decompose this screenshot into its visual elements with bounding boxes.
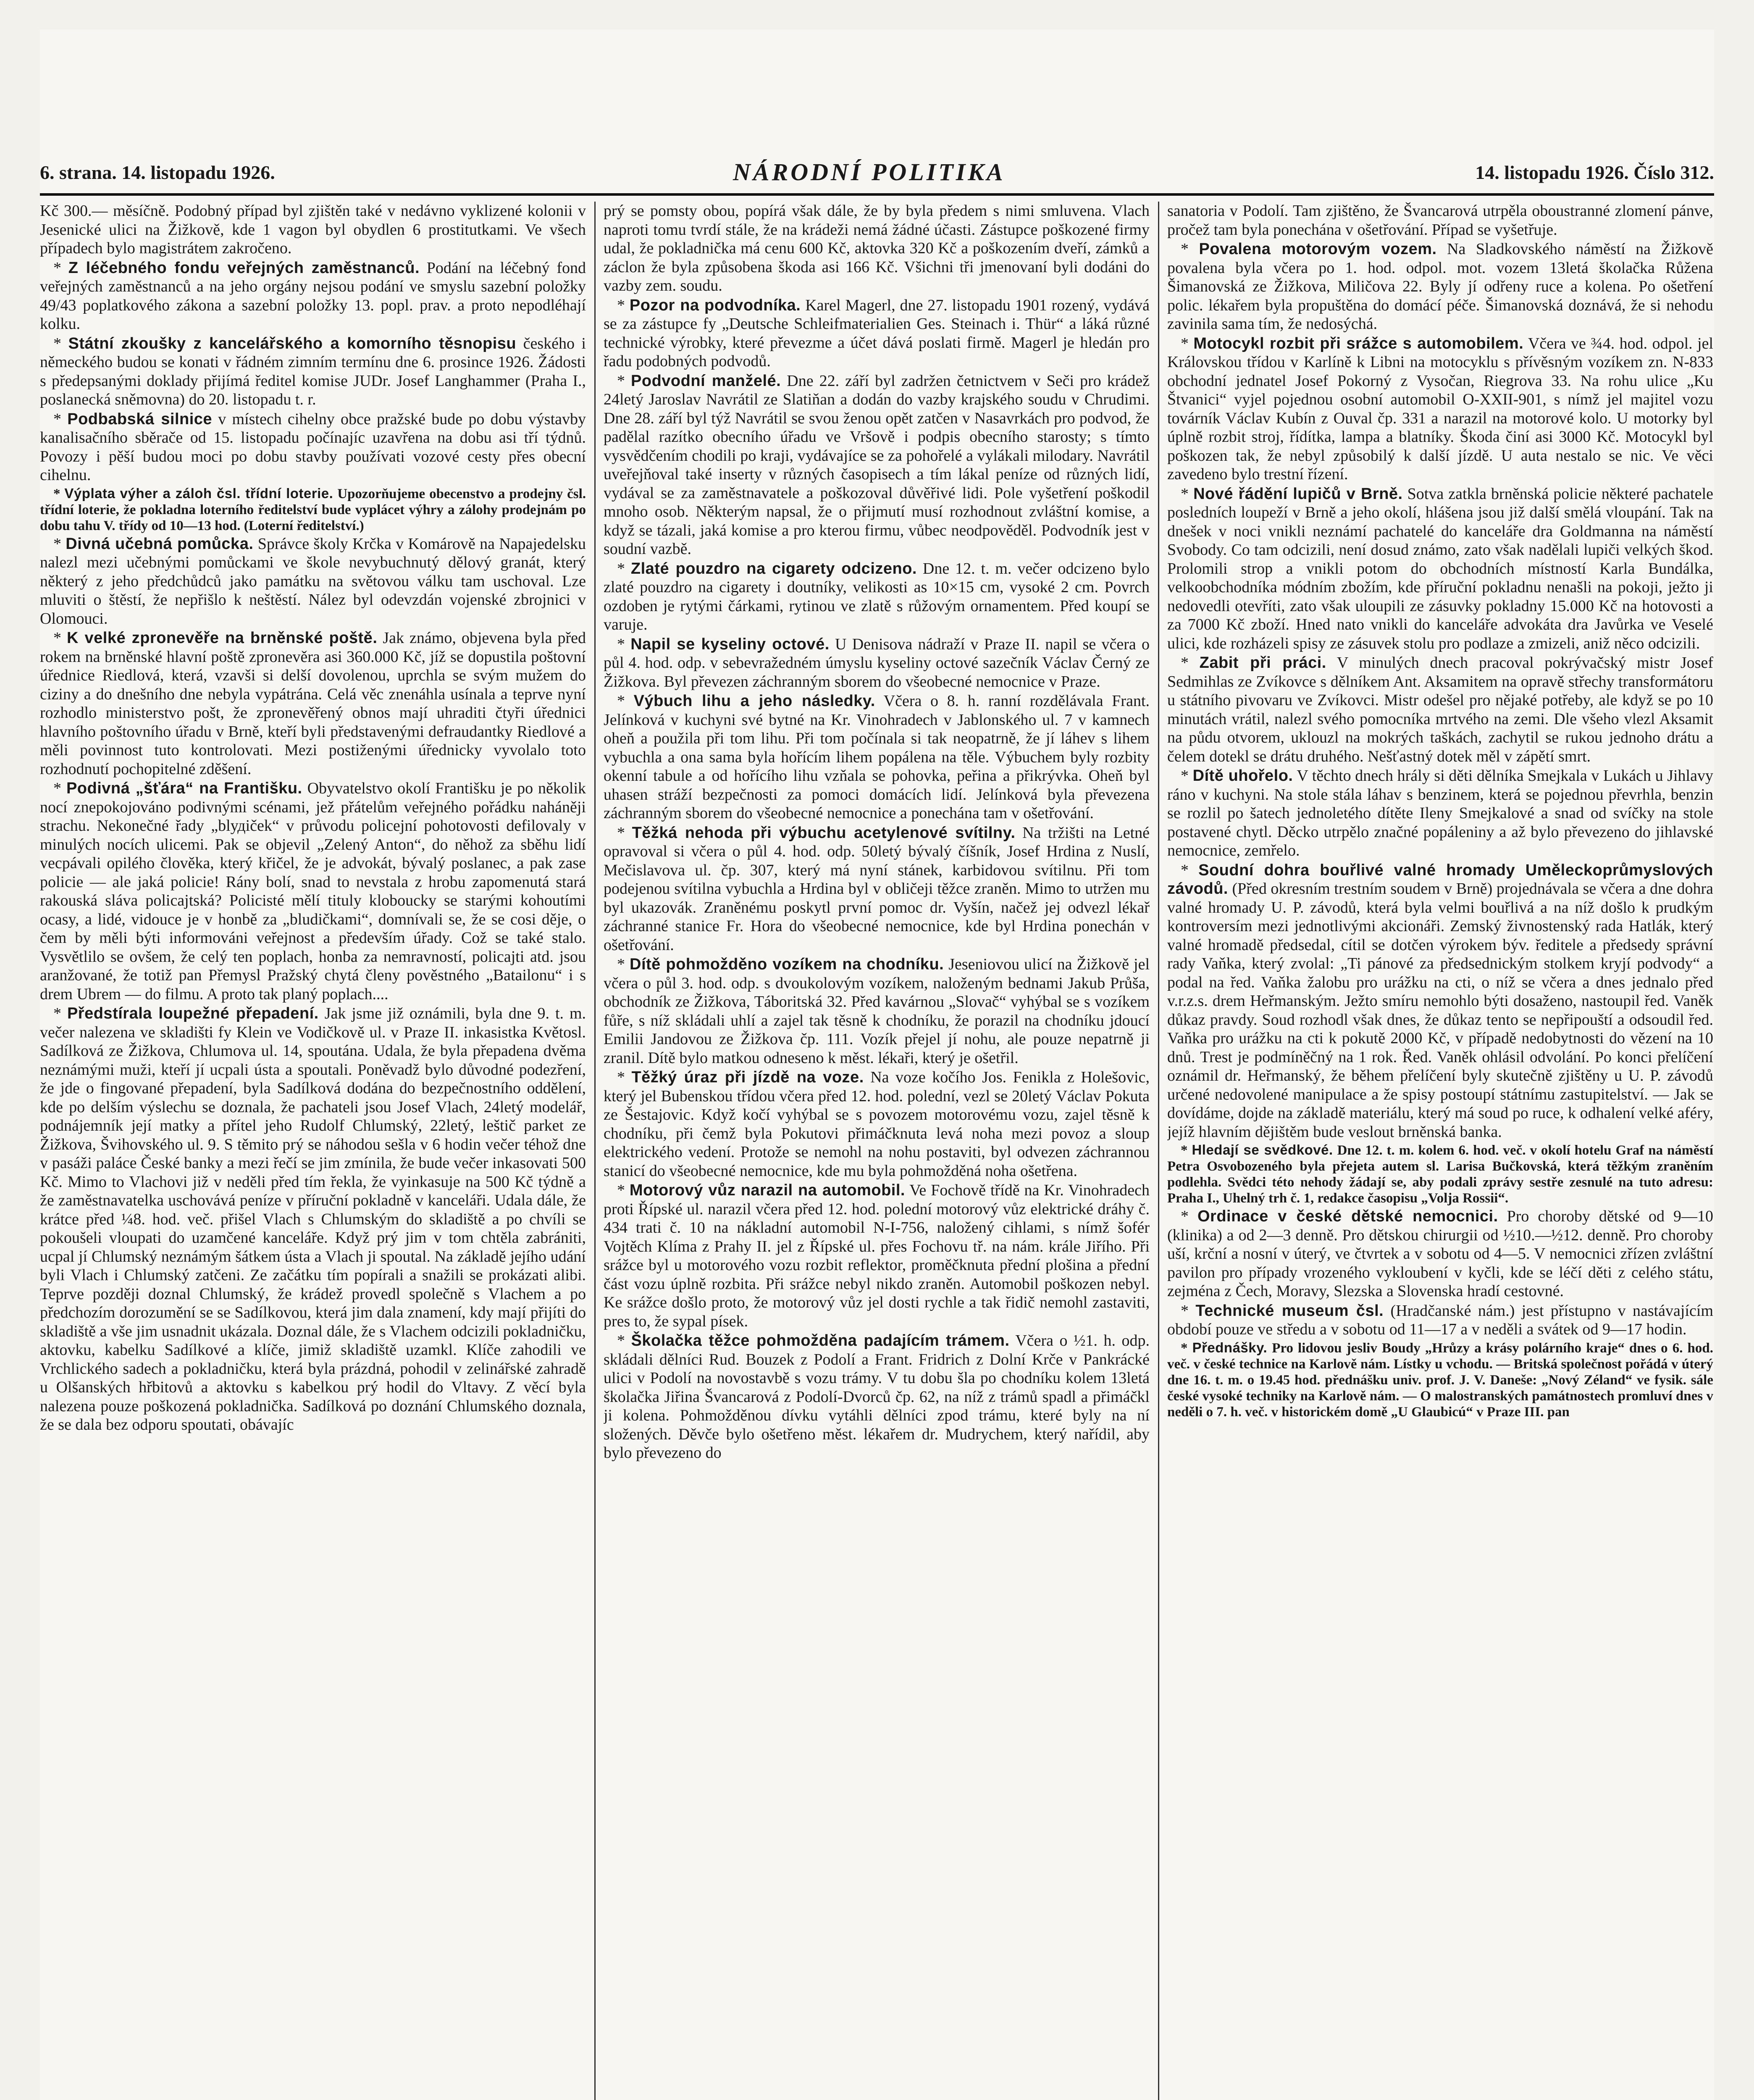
article-headline: Motorový vůz narazil na automobil. [629, 1181, 905, 1199]
article-text: Včera o ½1. h. odp. skládali dělníci Rud. Bouzek z Podolí a Frant. Fridrich z Dolní Krče v Pankrácké ulici v Podolí na novostavbě s vozu trámy. V tu dobu šla po chodníku kolem 13letá školačka Jiřina Švancarová z Podolí-Dvorců čp. 62, na níž z trámů spadl a přimáčkl ji kolena. Pohmožděnou dívku vytáhli dělníci zpod trámu, které byly na ní složených. Děvče bylo ošetřeno měst. lékařem dr. Mudrychem, který nařídil, aby bylo převezeno do [604, 1332, 1150, 1462]
article-headline: Ordinace v české dětské nemocnici. [1197, 1208, 1498, 1225]
article-text: V minulých dnech pracoval pokrývačský mistr Josef Sedmihlas ze Zvíkovce s dělníkem Ant. Aksamitem na opravě střechy transformátoru u státního pivovaru ve Zvíkovci. Mistr odešel pro nějaké potřeby, ale když se po 10 minutách vrátil, nalezl svého pomocníka mrtvého na zemi. Dle všeho vlezl Aksamit na půdu otvorem, uklouzl na mokrých taškách, zachytil se rukou jednoho drátu a čelem dotekl se drátu druhého. Nešťastný dotek měl v zápětí smrt. [1167, 654, 1713, 765]
article-paragraph: * Soudní dohra bouřlivé valné hromady Uměleckoprůmyslových závodů. (Před okresním trestním soudem v Brně) projednávala se včera a dne dohra valné hromady U. P. závodů, která byla velmi bouřlivá a na níž došlo k prudkým kontroversím mezi jednotlivými akcionáři. Zemský živnostenský rada Hatlák, který valné hromadě předsedal, cítil se dotčen výrokem býv. ředitele a předsedy správní rady Vaňka, který zvolal: „Ti pánové za předsednickým stolkem kryjí podvody“ a podal na řed. Vaňka žalobu pro urážku na cti, o níž se včera a dnes jednalo před v.r.z.s. drem Heřmanským. Ježto smíru nemohlo býti dosaženo, nastoupil řed. Vaněk důkaz pravdy. Soud rozhodl však dnes, že důkaz tento se nepřipouští a odsoudil řed. Vaňka pro urážku na cti k pokutě 2000 Kč, v případě nedobytnosti do vězení na 10 dnů. Trest je podmíněčný na 1 rok. Řed. Vaněk ohlásil odvolání. Po konci přelíčení oznámil dr. Heřmanský, že během přelíčení byly skutečně zjištěny u U. P. závodů určené nedovolené manipulace a že spisy postoupí státnímu zastupitelství. — Jak se dovídáme, dojde na základě materiálu, který má soud po ruce, k odhalení velké aféry, jejíž hlavním dějištěm bude veslout brněnská banka. [1167, 861, 1713, 1141]
article-headline: Státní zkoušky z kancelářského a komorního těsnopisu [68, 334, 517, 352]
article-headline: Školačka těžce pohmožděna padajícím trámem. [631, 1332, 1010, 1349]
article-headline: Předstírala loupežné přepadení. [67, 1005, 319, 1022]
article-paragraph: * Nové řádění lupičů v Brně. Sotva zatkla brněnská policie některé pachatele posledních loupeží v Brně a jeho okolí, hlášena jsou již další smělá vloupání. Tak na dnešek v noci vnikli neznámí pachatelé do kanceláře dra Goldmanna na náměstí Svobody. Co tam odcizili, není dosud známo, zato však nadělali lupiči velkých škod. Prolomili strop a vnikli potom do obchodních místností Karla Bundálka, velkoobchodníka módním zbožím, kde příruční pokladnu nenašli na pokoji, ježto ji nedovedli otevříti, zato však uloupili ze zásuvky pokladny 15.000 Kč na hotovosti a za 7000 Kč zboží. Hned nato vnikli do kanceláře advokáta dra Javůrka ve Veselé ulici, kde rozházeli spisy ze zásuvek stolu pro podlaze a zmizeli, aniž něco odcizili. [1167, 485, 1713, 652]
article-text: Podání na léčebný fond veřejných zaměstnanců a na jeho orgány nejsou podání ve smyslu sazební položky 49/43 poplatkového zákona a sazební položky 13. popl. prav. a proto nepodléhají kolku. [40, 259, 586, 333]
article-headline: Povalena motorovým vozem. [1199, 240, 1437, 258]
article-headline: Hledají se svědkové. [1192, 1142, 1333, 1158]
article-paragraph: * Pozor na podvodníka. Karel Magerl, dne 27. listopadu 1901 rozený, vydává se za zástupce fy „Deutsche Schleifmaterialien Ges. Steinach i. Thür“ a láká různé technické výrobky, které převezme a účet dává poslati firmě. Magerl je hledán pro řadu podobných podvodů. [604, 296, 1150, 370]
article-text: (Hradčanské nám.) jest přístupno v nastávajícím období pouze ve středu a v sobotu od 11—17 a v neděli a svátek od 9—17 hodin. [1167, 1302, 1713, 1338]
article-text: Na tržišti na Letné opravoval si včera o půl 4. hod. odp. 50letý bývalý číšník, Josef Hrdina z Nuslí, Mečislavova ul. čp. 307, který má nyní stánek, karbidovou svítilnu. Při tom podejenou svítilna vybuchla a Hrdina byl v obličeji těžce zraněn. Mimo to utržen mu byl ukazovák. Zraněnému poskytl první pomoc dr. Vyšín, načež jej odvezl lékař záchranné stanice Fr. Hora do všeobecné nemocnice, kde byl Hrdina ponechán v ošetřování. [604, 824, 1150, 954]
article-headline: Technické museum čsl. [1195, 1302, 1384, 1320]
article-paragraph: * Podvodní manželé. Dne 22. září byl zadržen četnictvem v Seči pro krádež 24letý Jaroslav Navrátil ze Slatiňan a dodán do vazby krajského soudu v Chrudimi. Dne 28. září byl týž Navrátil se svou ženou opět zatčen v Nasavrkách pro podvod, že padělal razítko obecního úřadu ve Vršově i podpis obecního starosty; s tímto vysvědčením chodili po kraji, vydávajíce se za pohořelé a vylákali milodary. Navrátil uveřejňoval také inserty v různých časopisech a tím lákal peníze od různých lidí, vydával se za zaměstnavatele a poškozoval důvěřivé lidi. Pole vyšetření poškodil mnoho osob. Některým napsal, že o přijmutí musí rozhodnout zvláštní komise, a když se tázali, jaká komise a pro kterou firmu, vůbec neodpověděl. Podvodník jest v soudní vazbě. [604, 372, 1150, 558]
article-paragraph [604, 202, 1150, 295]
article-paragraph: * Těžká nehoda při výbuchu acetylenové svítilny. Na tržišti na Letné opravoval si včera o půl 4. hod. odp. 50letý bývalý číšník, Josef Hrdina z Nuslí, Mečislavova ul. čp. 307, který má nyní stánek, karbidovou svítilnu. Při tom podejenou svítilna vybuchla a Hrdina byl v obličeji těžce zraněn. Mimo to utržen mu byl ukazovák. Zraněnému poskytl první pomoc dr. Vyšín, načež jej odvezl lékař záchranné stanice Fr. Hora do všeobecné nemocnice, kde byl Hrdina ponechán v ošetřování. [604, 824, 1150, 954]
article-paragraph: * Podivná „šťára“ na Františku. Obyvatelstvo okolí Františku je po několik nocí znepokojováno podivnými scénami, jež přátelům veřejného pořádku naháněji strachu. Nekonečné řady „blудiček“ v průvodu policejní pohotovosti defilovaly v minulých nocích ulicemi. Pak se objevil „Zelený Anton“, do něhož za sběhu lidí vecpávali opilého člověka, který křičel, že je advokát, bývalý poslanec, a pak zase policie — ale jaká policie! Rány bolí, snad to nevstala z hrobu zapomenutá stará rakouská sláva policajtská? Policisté mělí tituly kloboucky se starými kohoutími ocasy, a lidé, vidouce je v honbě za „bludičkami“, domnívali se, že se cosi děje, o čem by měli býti informováni veřejnost a především úřady. Což se také stalo. Vysvětlilo se ovšem, že celý ten poplach, honba za nemravností, policajti atd. jsou aranžované, že totiž pan Přemysl Pražský chytá členy pověstného „Batailonu“ i s drem Ubrem — do filmu. A proto tak planý poplach.... [40, 780, 586, 1003]
article-headline: Těžká nehoda při výbuchu acetylenové svítilny. [632, 824, 1016, 842]
article-paragraph: * Technické museum čsl. (Hradčanské nám.) jest přístupno v nastávajícím období pouze ve středu a v sobotu od 11—17 a v neděli a svátek od 9—17 hodin. [1167, 1302, 1713, 1338]
article-paragraph: * Výbuch lihu a jeho následky. Včera o 8. h. ranní rozdělávala Frant. Jelínková v kuchyni své bytné na Kr. Vinohradech v Jablonského ul. 7 v kamnech oheň a použila při tom lihu. Při tom počínala si tak neopatrně, že jí láhev s lihem vybuchla a ona sama byla hořícím lihem popálena na těle. Výbuchem byly rozbity okenní tabule a od hořícího lihu vzňala se pohovka, peřina a přikrývka. Oheň byl uhasen stráží bezpečnosti za pomoci domácích lidí. Jelínková byla převezena záchranným sborem do všeobecné nemocnice a ponechána tam v ošetřování. [604, 692, 1150, 822]
column-1 [40, 202, 586, 2100]
article-text: Jak jsme již oznámili, byla dne 9. t. m. večer nalezena ve skladišti fy Klein ve Vodičkově ul. v Praze II. inkasistka Květosl. Sadílková ze Žižkova, Chlumova ul. 14, spoutána. Udala, že byla přepadena dvěma neznámými muži, kteří jí ucpali ústa a spoutali. Poněvadž bylo důvodné podezření, že jde o fingované přepadení, byla Sadílková dodána do bezpečnostního oddělení, kde po delším výslechu se doznala, že pachateli jsou Josef Vlach, 24letý modelář, podnájemník její matky a přítel jeho Rudolf Chlumský, 22letý, leštič parket ze Žižkova, Švihovského ul. 9. S těmito prý se náhodou sešla v 6 hodin večer téhož dne v pasáži paláce České banky a mezi řečí se jim zmínila, že bude večer inkasovati 500 Kč. Mimo to Vlachovi již v neděli před tím řekla, že vyinkasuje na 500 Kč týdně a že zaměstnavatelka uschovává peníze v příruční pokladně v kanceláři. Udala dále, že krátce před ¼8. hod. več. přišel Vlach s Chlumským do skladiště a po chvíli se pokoušeli vloupati do uzamčené kanceláře. Když prý jim v tom chtěla zabrániti, ucpal jí Chlumský neznámým šátkem ústa a Vlach ji spoutal. Na základě jejího udání byli Vlach i Chlumský zatčeni. Ze začátku tím popírali a snažili se prokázati alibi. Teprve později doznal Chlumský, že krádež provedl společně s Vlachem a po předchozím dorozumění se se Sadílkovou, která jim dala znamení, kdy mají přijíti do skladiště a vše jim usnadnit ukázala. Doznal dále, že s Vlachem odcizili pokladničku, aktovku, kabelku Sadílkové a klíče, jimiž skladiště uzamkl. Klíče zahodili ve Vrchlického sadech a pokladničku, která byla prázdná, pohodil v zelinářské zahradě u Olšanských hřbitovů a aktovku s kabelkou prý hodil do Vltavy. Z věcí byla nalezena pouze poškozená pokladnička. Sadílková po doznání Chlumského doznala, že se dala bez odporu spoutati, obávajíc [40, 1005, 586, 1433]
article-paragraph: * Výplata výher a záloh čsl. třídní loterie. Upozorňujeme obecenstvo a prodejny čsl. třídní loterie, že pokladna loterního ředitelství bude vyplácet výhry a zálohy prodejnám po dobu tahu V. třídy od 10—13 hod. (Loterní ředitelství.) [40, 485, 586, 533]
article-headline: Přednášky. [1192, 1339, 1268, 1355]
article-text: Včera o 8. h. ranní rozdělávala Frant. Jelínková v kuchyni své bytné na Kr. Vinohradech v Jablonského ul. 7 v kamnech oheň a použila při tom lihu. Při tom počínala si tak neopatrně, že jí láhev s lihem vybuchla a ona sama byla hořícím lihem popálena na těle. Výbuchem byly rozbity okenní tabule a od hořícího lihu vzňala se pohovka, peřina a přikrývka. Oheň byl uhasen stráží bezpečnosti za pomoci domácích lidí. Jelínková byla převezena záchranným sborem do všeobecné nemocnice a ponechána tam v ošetřování. [604, 692, 1150, 822]
article-text: (Před okresním trestním soudem v Brně) projednávala se včera a dne dohra valné hromady U. P. závodů, která byla velmi bouřlivá a na níž došlo k prudkým kontroversím mezi jednotlivými akcionáři. Zemský živnostenský rada Hatlák, který valné hromadě předsedal, cítil se dotčen výrokem býv. ředitele a předsedy správní rady Vaňka, který zvolal: „Ti pánové za předsednickým stolkem kryjí podvody“ a podal na řed. Vaňka žalobu pro urážku na cti, o níž se včera a dnes jednalo před v.r.z.s. drem Heřmanským. Ježto smíru nemohlo býti dosaženo, nastoupil řed. Vaněk důkaz pravdy. Soud rozhodl však dnes, že důkaz tento se nepřipouští a odsoudil řed. Vaňka pro urážku na cti k pokutě 2000 Kč, v případě nedobytnosti do vězení na 10 dnů. Trest je podmíněčný na 1 rok. Řed. Vaněk ohlásil odvolání. Po konci přelíčení oznámil dr. Heřmanský, že během přelíčení byly skutečně zjištěny u U. P. závodů určené nedovolené manipulace a že spisy postoupí státnímu zastupitelství. — Jak se dovídáme, dojde na základě materiálu, který má soud po ruce, k odhalení velké aféry, jejíž hlavním dějištěm bude veslout brněnská banka. [1167, 880, 1713, 1141]
article-paragraph [1167, 202, 1713, 239]
article-headline: Nové řádění lupičů v Brně. [1193, 485, 1403, 503]
article-paragraph: * Napil se kyseliny octové. U Denisova nádraží v Praze II. napil se včera o půl 4. hod. odp. v sebevražedném úmyslu kyseliny octové sazečník Václav Černý ze Žižkova. Byl převezen záchranným sborem do všeobecné nemocnice v Praze. [604, 635, 1150, 690]
header-date-left: 6. strana. 14. listopadu 1926. [40, 162, 275, 183]
article-text: Správce školy Krčka v Komárově na Napajedelsku nalezl mezi učebnými pomůckami ve škole nevybuchnutý dělový granát, který některý z jeho předchůdců jako památku na světovou válku tam uschoval. Lze mluviti o štěstí, že nepřišlo k neštěstí. Nález byl odevzdán vojenské zbrojnici v Olomouci. [40, 535, 586, 627]
article-paragraph: * Motocykl rozbit při srážce s automobilem. Včera ve ¾4. hod. odpol. jel Královskou třídou v Karlíně k Libni na motocyklu s přívěsným vozíkem zn. N-833 obchodní jednatel Josef Pokorný z Vysočan, Riegrova 33. Na rohu ulice „Ku Štvanici“ vyjel pojednou osobní automobil O-XXII-901, s nímž jel majitel vozu továrník Václav Kubín z Ouval čp. 331 a narazil na motorové kolo. U motorky byl úplně rozbit stroj, řídítka, lampa a blatníky. Škoda činí asi 3000 Kč. Motocykl byl poškozen tak, že nebyl způsobilý k další jízdě. U auta nestalo se nic. Ve věci zavedeno bylo trestní řízení. [1167, 334, 1713, 483]
article-text: Sotva zatkla brněnská policie některé pachatele posledních loupeží v Brně a jeho okolí, hlášena jsou již další smělá vloupání. Tak na dnešek v noci vnikli neznámí pachatelé do kanceláře dra Goldmanna na náměstí Svobody. Co tam odcizili, není dosud známo, zato však nadělali lupiči velkých škod. Prolomili strop a vnikli potom do obchodních místností Karla Bundálka, velkoobchodníka módním zbožím, kde příruční pokladnu nenašli na pokoji, ježto ji nedovedli otevříti, zato však uloupili ze zásuvky pokladny 15.000 Kč na hotovosti a za 7000 Kč zboží. Hned nato vnikli do kanceláře advokáta dra Javůrka ve Veselé ulici, kde rozházeli spisy ze zásuvek stolu pro podlaze a zmizeli, aniž něco odcizili. [1167, 485, 1713, 652]
article-headline: Těžký úraz při jízdě na voze. [631, 1068, 864, 1086]
article-text: českého i německého budou se konati v řádném zimním termínu dne 6. prosince 1926. Žádosti s předepsanými doklady přijímá ředitel komise JUDr. Josef Langhammer (Praha I., poslanecká sněmovna) do 20. listopadu t. r. [40, 334, 586, 408]
article-headline: Výbuch lihu a jeho následky. [633, 692, 875, 710]
article-text: Dne 12. t. m. večer odcizeno bylo zlaté pouzdro na cigarety i doutníky, velikosti as 10×15 cm, vysoké 2 cm. Povrch ozdoben je rytými čárkami, rytinou ve zlatě s růžovým ornamentem. Před koupí se varuje. [604, 559, 1150, 633]
masthead-title: NÁRODNÍ POLITIKA [733, 158, 1006, 186]
column-divider [1158, 202, 1159, 2100]
article-headline: Motocykl rozbit při srážce s automobilem. [1193, 334, 1524, 352]
article-paragraph: * Těžký úraz při jízdě na voze. Na voze kočího Jos. Fenikla z Holešovic, který jel Bubenskou třídou včera před 12. hod. polední, vezl se 20letý Václav Pokuta ze Šestajovic. Když kočí vyhýbal se s povozem motorovému vozu, zajel těsně k chodníku, při čemž byla Pokutovi přimáčknuta levá noha mezi povoz a sloup elektrického vedení. Protože se nemohl na nohu postaviti, byl odvezen záchrannou stanicí do všeobecné nemocnice, kde mu byla pohmožděná noha ošetřena. [604, 1068, 1150, 1180]
article-text: Jeseniovou ulicí na Žižkově jel včera o půl 3. hod. odp. s dvoukolovým vozíkem, naloženým bednami Jakub Průša, obchodník ze Žižkova, Táboritská 32. Před kavárnou „Slovač“ vyhýbal se s vozíkem fůře, s níž skládali uhlí a zajel tak těsně k chodníku, že porazil na chodníku jdoucí Emilii Jandovou ze Žižkova čp. 111. Vozík přejel jí nohu, ale pouze nepatrně ji zranil. Dítě bylo matkou odneseno k měst. lékaři, který je ošetřil. [604, 956, 1150, 1067]
article-text: Ve Fochově třídě na Kr. Vinohradech proti Řípské ul. narazil včera před 12. hod. polední motorový vůz elektrické dráhy č. 434 trati č. 10 na nákladní automobil N-I-756, naložený cihlami, s nímž šofér Vojtěch Klíma z Prahy II. jel z Řípské ul. přes Fochovu tř. na nám. krále Jiřího. Při srážce byl u motorového vozu rozbit reflektor, proměčknuta přední plošina a přední část vozu úplně rozbita. Při srážce nebyl nikdo zraněn. Automobil poškozen nebyl. Ke srážce došlo proto, že motorový vůz jel dosti rychle a tak řidič nemohl zastaviti, pres to, že sypal písek. [604, 1181, 1150, 1330]
newspaper-page [40, 29, 1714, 2100]
article-text: Na voze kočího Jos. Fenikla z Holešovic, který jel Bubenskou třídou včera před 12. hod. polední, vezl se 20letý Václav Pokuta ze Šestajovic. Když kočí vyhýbal se s povozem motorovému vozu, zajel těsně k chodníku, při čemž byla Pokutovi přimáčknuta levá noha mezi povoz a sloup elektrického vedení. Protože se nemohl na nohu postaviti, byl odvezen záchrannou stanicí do všeobecné nemocnice, kde mu byla pohmožděná noha ošetřena. [604, 1068, 1150, 1180]
article-headline: Podvodní manželé. [631, 372, 781, 390]
article-paragraph: * Hledají se svědkové. Dne 12. t. m. kolem 6. hod. več. v okolí hotelu Graf na náměstí Petra Osvobozeného byla přejeta autem sl. Larisa Bučkovská, která těžkým zraněním podlehla. Svědci této nehody žádají se, aby podali zprávy sestře zesnulé na tuto adresu: Praha I., Uhelný trh č. 1, redakce časopisu „Volja Rossii“. [1167, 1142, 1713, 1206]
article-headline: K velké zpronevěře na brněnské poště. [67, 629, 378, 647]
article-paragraph [40, 202, 586, 258]
article-headline: Zlaté pouzdro na cigarety odcizeno. [630, 559, 917, 578]
article-headline: Napil se kyseliny octové. [630, 635, 830, 653]
article-text: Obyvatelstvo okolí Františku je po několik nocí znepokojováno podivnými scénami, jež přátelům veřejného pořádku naháněji strachu. Nekonečné řady „blудiček“ v průvodu policejní pohotovosti defilovaly v minulých nocích ulicemi. Pak se objevil „Zelený Anton“, do něhož za sběhu lidí vecpávali opilého člověka, který křičel, že je advokát, bývalý poslanec, a pak zase policie — ale jaká policie! Rány bolí, snad to nevstala z hrobu zapomenutá stará rakouská sláva policajtská? Policisté mělí tituly kloboucky se starými kohoutími ocasy, a lidé, vidouce je v honbě za „bludičkami“, domnívali se, že se cosi děje, o čem by měli býti informováni veřejnost a především úřady. Což se také stalo. Vysvětlilo se ovšem, že celý ten poplach, honba za nemravností, policajti atd. jsou aranžované, že totiž pan Přemysl Pražský chytá členy pověstného „Batailonu“ i s drem Ubrem — do filmu. A proto tak planý poplach.... [40, 780, 586, 1003]
article-text: V těchto dnech hrály si děti dělníka Smejkala v Lukách u Jihlavy ráno v kuchyni. Na stole stála láhav s benzinem, která se pojednou převrhla, benzin se rozlil po šatech jednoletého dítěte Ileny Smejkalové a snad od svíčky na stole postavené chytl. Děcko utrpělo značné popáleniny a až bylo převezeno do jihlavské nemocnice, zemřelo. [1167, 767, 1713, 859]
article-paragraph: * Předstírala loupežné přepadení. Jak jsme již oznámili, byla dne 9. t. m. večer nalezena ve skladišti fy Klein ve Vodičkově ul. v Praze II. inkasistka Květosl. Sadílková ze Žižkova, Chlumova ul. 14, spoutána. Udala, že byla přepadena dvěma neznámými muži, kteří jí ucpali ústa a spoutali. Poněvadž bylo důvodné podezření, že jde o fingované přepadení, byla Sadílková dodána do bezpečnostního oddělení, kde po delším výslechu se doznala, že pachateli jsou Josef Vlach, 24letý modelář, podnájemník její matky a přítel jeho Rudolf Chlumský, 22letý, leštič parket ze Žižkova, Švihovského ul. 9. S těmito prý se náhodou sešla v 6 hodin večer téhož dne v pasáži paláce České banky a mezi řečí se jim zmínila, že bude večer inkasovati 500 Kč. Mimo to Vlachovi již v neděli před tím řekla, že vyinkasuje na 500 Kč týdně a že zaměstnavatelka uschovává peníze v příruční pokladně v kanceláři. Udala dále, že krátce před ¼8. hod. več. přišel Vlach s Chlumským do skladiště a po chvíli se pokoušeli vloupati do uzamčené kanceláře. Když prý jim v tom chtěla zabrániti, ucpal jí Chlumský neznámým šátkem ústa a Vlach ji spoutal. Na základě jejího udání byli Vlach i Chlumský zatčeni. Ze začátku tím popírali a snažili se prokázati alibi. Teprve později doznal Chlumský, že krádež provedl společně s Vlachem a po předchozím dorozumění se se Sadílkovou, která jim dala znamení, kdy mají přijíti do skladiště a vše jim usnadnit ukázala. Doznal dále, že s Vlachem odcizili pokladničku, aktovku, kabelku Sadílkové a klíče, jimiž skladiště uzamkl. Klíče zahodili ve Vrchlického sadech a pokladničku, která byla prázdná, pohodil v zelinářské zahradě u Olšanských hřbitovů a aktovku s kabelkou prý hodil do Vltavy. Z věcí byla nalezena pouze poškozená pokladnička. Sadílková po doznání Chlumského doznala, že se dala bez odporu spoutati, obávajíc [40, 1005, 586, 1433]
article-paragraph: * Dítě uhořelo. V těchto dnech hrály si děti dělníka Smejkala v Lukách u Jihlavy ráno v kuchyni. Na stole stála láhav s benzinem, která se pojednou převrhla, benzin se rozlil po šatech jednoletého dítěte Ileny Smejkalové a snad od svíčky na stole postavené chytl. Děcko utrpělo značné popáleniny a až bylo převezeno do jihlavské nemocnice, zemřelo. [1167, 767, 1713, 859]
article-paragraph: * Zlaté pouzdro na cigarety odcizeno. Dne 12. t. m. večer odcizeno bylo zlaté pouzdro na cigarety i doutníky, velikosti as 10×15 cm, vysoké 2 cm. Povrch ozdoben je rytými čárkami, rytinou ve zlatě s růžovým ornamentem. Před koupí se varuje. [604, 559, 1150, 633]
article-text: Jak známo, objevena byla před rokem na brněnské hlavní poště zpronevěra asi 360.000 Kč, jíž se dopustila poštovní úřednice Riedlová, která, vzavši si delší dovolenou, uprchla se svým mužem do ciziny a do dnešního dne nebyla vypátrána. Celá věc znenáhla usínala a teprve nyní rozhodlo ministerstvo pošt, že zpronevěřený obnos mají uhraditi čtyři úřednici hlavního poštovního úřadu v Brně, kteří byli představenými defraudantky Riedlové a měli povinnost tuto kontrolovati. Mezi postiženými úřednicky vyvolalo toto rozhodnutí pochopitelné zděšení. [40, 629, 586, 778]
article-headline: Dítě pohmožděno vozíkem na chodníku. [630, 956, 944, 973]
column-2 [604, 202, 1150, 2100]
article-headline: Pozor na podvodníka. [629, 296, 801, 314]
article-paragraph: * Z léčebného fondu veřejných zaměstnanců. Podání na léčebný fond veřejných zaměstnanců a na jeho orgány nejsou podání ve smyslu sazební položky 49/43 poplatkového zákona a sazební položky 13. popl. prav. a proto nepodléhají kolku. [40, 259, 586, 333]
article-text: Na Sladkovského náměstí na Žižkově povalena byla včera po 1. hod. odpol. mot. vozem 13letá školačka Růžena Šimanovská ze Žižkova, Miličova 22. Byly jí odřeny ruce a kolena. Po ošetření polic. lékařem byla propuštěna do domácí péče. Šimanovská doznává, že si nehodu zavinila sama tím, že nedosýchá. [1167, 240, 1713, 333]
article-headline: Výplata výher a záloh čsl. třídní loterie. [64, 485, 333, 501]
column-divider [594, 202, 596, 2100]
article-headline: Z léčebného fondu veřejných zaměstnanců. [68, 259, 420, 277]
article-paragraph: * Povalena motorovým vozem. Na Sladkovského náměstí na Žižkově povalena byla včera po 1. hod. odpol. mot. vozem 13letá školačka Růžena Šimanovská ze Žižkova, Miličova 22. Byly jí odřeny ruce a kolena. Po ošetření polic. lékařem byla propuštěna do domácí péče. Šimanovská doznává, že si nehodu zavinila sama tím, že nedosýchá. [1167, 240, 1713, 333]
article-paragraph: * K velké zpronevěře na brněnské poště. Jak známo, objevena byla před rokem na brněnské hlavní poště zpronevěra asi 360.000 Kč, jíž se dopustila poštovní úřednice Riedlová, která, vzavši si delší dovolenou, uprchla se svým mužem do ciziny a do dnešního dne nebyla vypátrána. Celá věc znenáhla usínala a teprve nyní rozhodlo ministerstvo pošt, že zpronevěřený obnos mají uhraditi čtyři úřednici hlavního poštovního úřadu v Brně, kteří byli představenými defraudantky Riedlové a měli povinnost tuto kontrolovati. Mezi postiženými úřednicky vyvolalo toto rozhodnutí pochopitelné zděšení. [40, 629, 586, 778]
article-text: v místech cihelny obce pražské bude po dobu výstavby kanalisačního sběrače od 15. listopadu počínajíc uzavřena na dobu asi tří týdnů. Povozy i pěší budou moci po dobu stavby používati vozové cesty přes obecní cihelnu. [40, 410, 586, 484]
article-headline: Divná učebná pomůcka. [66, 535, 254, 553]
article-headline: Podivná „šťára“ na Františku. [66, 780, 302, 797]
article-text: prý se pomsty obou, popírá však dále, že by byla předem s nimi smluvena. Vlach naproti tomu tvrdí stále, že na krádeži nemá žádné účasti. Zástupce poškozené firmy udal, že pokladnička má cenu 600 Kč, aktovka 320 Kč a poškozením dveří, zámků a záclon že byla způsobena škoda asi 166 Kč. Všichni tři jmenovaní byli dodáni do vazby zem. soudu. [604, 202, 1150, 294]
article-text: Dne 22. září byl zadržen četnictvem v Seči pro krádež 24letý Jaroslav Navrátil ze Slatiňan a dodán do vazby krajského soudu v Chrudimi. Dne 28. září byl týž Navrátil se svou ženou opět zatčen v Nasavrkách pro podvod, že padělal razítko obecního úřadu ve Vršově i podpis obecního starosty; s tímto vysvědčením chodili po kraji, vydávajíce se za pohořelé a vylákali milodary. Navrátil uveřejňoval také inserty v různých časopisech a tím lákal peníze od různých lidí, vydával se za zaměstnavatele a poškozoval důvěřivé lidi. Pole vyšetření poškodil mnoho osob. Některým napsal, že o přijmutí musí rozhodnout zvláštní komise, a když se tázali, jaká komise a pro kterou firmu, vůbec neodpověděl. Podvodník jest v soudní vazbě. [604, 372, 1150, 558]
article-headline: Zabit při práci. [1199, 654, 1326, 672]
header-issue-right: 14. listopadu 1926. Číslo 312. [1475, 162, 1714, 183]
article-text: Včera ve ¾4. hod. odpol. jel Královskou třídou v Karlíně k Libni na motocyklu s přívěsným vozíkem zn. N-833 obchodní jednatel Josef Pokorný z Vysočan, Riegrova 33. Na rohu ulice „Ku Štvanici“ vyjel pojednou osobní automobil O-XXII-901, s nímž jel majitel vozu továrník Václav Kubín z Ouval čp. 331 a narazil na motorové kolo. U motorky byl úplně rozbit stroj, řídítka, lampa a blatníky. Škoda činí asi 3000 Kč. Motocykl byl poškozen tak, že nebyl způsobilý k další jízdě. U auta nestalo se nic. Ve věci zavedeno bylo trestní řízení. [1167, 334, 1713, 483]
article-text: Pro lidovou jesliv Boudy „Hrůzy a krásy polárního kraje“ dnes o 6. hod. več. v české technice na Karlově nám. Lístky u vchodu. — Britská společnost pořádá v úterý dne 16. t. m. o 19.45 hod. přednášku univ. prof. J. V. Daneše: „Nový Zéland“ ve fysik. sále české vysoké techniky na Karlově nám. — O malostranských památnostech promluví dnes v neděli o 7. h. več. v historickém domě „U Glaubicú“ v Praze III. pan [1167, 1340, 1713, 1420]
article-paragraph: * Divná učebná pomůcka. Správce školy Krčka v Komárově na Napajedelsku nalezl mezi učebnými pomůckami ve škole nevybuchnutý dělový granát, který některý z jeho předchůdců jako památku na světovou válku tam uschoval. Lze mluviti o štěstí, že nepřišlo k neštěstí. Nález byl odevzdán vojenské zbrojnici v Olomouci. [40, 535, 586, 627]
article-text: Upozorňujeme obecenstvo a prodejny čsl. třídní loterie, že pokladna loterního ředitelství bude vyplácet výhry a zálohy prodejnám po dobu tahu V. třídy od 10—13 hod. (Loterní ředitelství.) [40, 486, 586, 533]
article-paragraph: * Ordinace v české dětské nemocnici. Pro choroby dětské od 9—10 (klinika) a od 2—3 denně. Pro dětskou chirurgii od ½10.—½12. denně. Pro choroby uší, krční a nosní v úterý, ve čtvrtek a v sobotu od 4—5. V nemocnici zřízen zvláštní pavilon pro případy vrozeného vykloubení v kyčli, kde se léčí děti z celého státu, zejména z Čech, Moravy, Slezska a Slovenska hradí cestovné. [1167, 1208, 1713, 1300]
article-text: Dne 12. t. m. kolem 6. hod. več. v okolí hotelu Graf na náměstí Petra Osvobozeného byla přejeta autem sl. Larisa Bučkovská, která těžkým zraněním podlehla. Svědci této nehody žádají se, aby podali zprávy sestře zesnulé na tuto adresu: Praha I., Uhelný trh č. 1, redakce časopisu „Volja Rossii“. [1167, 1143, 1713, 1206]
article-paragraph: * Státní zkoušky z kancelářského a komorního těsnopisu českého i německého budou se konati v řádném zimním termínu dne 6. prosince 1926. Žádosti s předepsanými doklady přijímá ředitel komise JUDr. Josef Langhammer (Praha I., poslanecká sněmovna) do 20. listopadu t. r. [40, 334, 586, 408]
article-text: Pro choroby dětské od 9—10 (klinika) a od 2—3 denně. Pro dětskou chirurgii od ½10.—½12. denně. Pro choroby uší, krční a nosní v úterý, ve čtvrtek a v sobotu od 4—5. V nemocnici zřízen zvláštní pavilon pro případy vrozeného vykloubení v kyčli, kde se léčí děti z celého státu, zejména z Čech, Moravy, Slezska a Slovenska hradí cestovné. [1167, 1208, 1713, 1300]
article-paragraph: * Přednášky. Pro lidovou jesliv Boudy „Hrůzy a krásy polárního kraje“ dnes o 6. hod. več. v české technice na Karlově nám. Lístky u vchodu. — Britská společnost pořádá v úterý dne 16. t. m. o 19.45 hod. přednášku univ. prof. J. V. Daneše: „Nový Zéland“ ve fysik. sále české vysoké techniky na Karlově nám. — O malostranských památnostech promluví dnes v neděli o 7. h. več. v historickém domě „U Glaubicú“ v Praze III. pan [1167, 1339, 1713, 1420]
article-text: Karel Magerl, dne 27. listopadu 1901 rozený, vydává se za zástupce fy „Deutsche Schleifmaterialien Ges. Steinach i. Thür“ a láká různé technické výrobky, které převezme a účet dává poslati firmě. Magerl je hledán pro řadu podobných podvodů. [604, 296, 1150, 370]
article-text: U Denisova nádraží v Praze II. napil se včera o půl 4. hod. odp. v sebevražedném úmyslu kyseliny octové sazečník Václav Černý ze Žižkova. Byl převezen záchranným sborem do všeobecné nemocnice v Praze. [604, 635, 1150, 690]
article-headline: Soudní dohra bouřlivé valné hromady Uměleckoprůmyslových závodů. [1167, 861, 1713, 898]
page-header [40, 155, 1714, 196]
article-paragraph: * Školačka těžce pohmožděna padajícím trámem. Včera o ½1. h. odp. skládali dělníci Rud. Bouzek z Podolí a Frant. Fridrich z Dolní Krče v Pankrácké ulici v Podolí na novostavbě s vozu trámy. V tu dobu šla po chodníku kolem 13letá školačka Jiřina Švancarová z Podolí-Dvorců čp. 62, na níž z trámů spadl a přimáčkl ji kolena. Pohmožděnou dívku vytáhli dělníci zpod trámu, které byly na ní složených. Děvče bylo ošetřeno měst. lékařem dr. Mudrychem, který nařídil, aby bylo převezeno do [604, 1332, 1150, 1462]
article-paragraph: * Podbabská silnice v místech cihelny obce pražské bude po dobu výstavby kanalisačního sběrače od 15. listopadu počínajíc uzavřena na dobu asi tří týdnů. Povozy i pěší budou moci po dobu stavby používati vozové cesty přes obecní cihelnu. [40, 410, 586, 484]
article-text: Kč 300.— měsíčně. Podobný případ byl zjištěn také v nedávno vyklizené kolonii v Jesenické ulici na Žižkově, kde 1 vagon byl obydlen 6 prostitutkami. Ve všech případech bylo magistrátem zakročeno. [40, 202, 586, 257]
article-paragraph: * Dítě pohmožděno vozíkem na chodníku. Jeseniovou ulicí na Žižkově jel včera o půl 3. hod. odp. s dvoukolovým vozíkem, naloženým bednami Jakub Průša, obchodník ze Žižkova, Táboritská 32. Před kavárnou „Slovač“ vyhýbal se s vozíkem fůře, s níž skládali uhlí a zajel tak těsně k chodníku, že porazil na chodníku jdoucí Emilii Jandovou ze Žižkova čp. 111. Vozík přejel jí nohu, ale pouze nepatrně ji zranil. Dítě bylo matkou odneseno k měst. lékaři, který je ošetřil. [604, 956, 1150, 1067]
article-paragraph: * Motorový vůz narazil na automobil. Ve Fochově třídě na Kr. Vinohradech proti Řípské ul. narazil včera před 12. hod. polední motorový vůz elektrické dráhy č. 434 trati č. 10 na nákladní automobil N-I-756, naložený cihlami, s nímž šofér Vojtěch Klíma z Prahy II. jel z Řípské ul. přes Fochovu tř. na nám. krále Jiřího. Při srážce byl u motorového vozu rozbit reflektor, proměčknuta přední plošina a přední část vozu úplně rozbita. Při srážce nebyl nikdo zraněn. Automobil poškozen nebyl. Ke srážce došlo proto, že motorový vůz jel dosti rychle a tak řidič nemohl zastaviti, pres to, že sypal písek. [604, 1181, 1150, 1330]
article-headline: Podbabská silnice [67, 410, 213, 428]
article-paragraph: * Zabit při práci. V minulých dnech pracoval pokrývačský mistr Josef Sedmihlas ze Zvíkovce s dělníkem Ant. Aksamitem na opravě střechy transformátoru u státního pivovaru ve Zvíkovci. Mistr odešel pro nějaké potřeby, ale když se po 10 minutách vrátil, nalezl svého pomocníka mrtvého na zemi. Dle všeho vlezl Aksamit na půdu otvorem, uklouzl na mokrých taškách, zachytil se rukou jednoho drátu a čelem dotekl se drátu druhého. Nešťastný dotek měl v zápětí smrt. [1167, 654, 1713, 765]
column-3 [1167, 202, 1713, 2100]
article-headline: Dítě uhořelo. [1192, 767, 1293, 785]
article-text: sanatoria v Podolí. Tam zjištěno, že Švancarová utrpěla oboustranné zlomení pánve, pročež tam byla ponechána v ošetřování. Případ se vyšetřuje. [1167, 202, 1713, 239]
